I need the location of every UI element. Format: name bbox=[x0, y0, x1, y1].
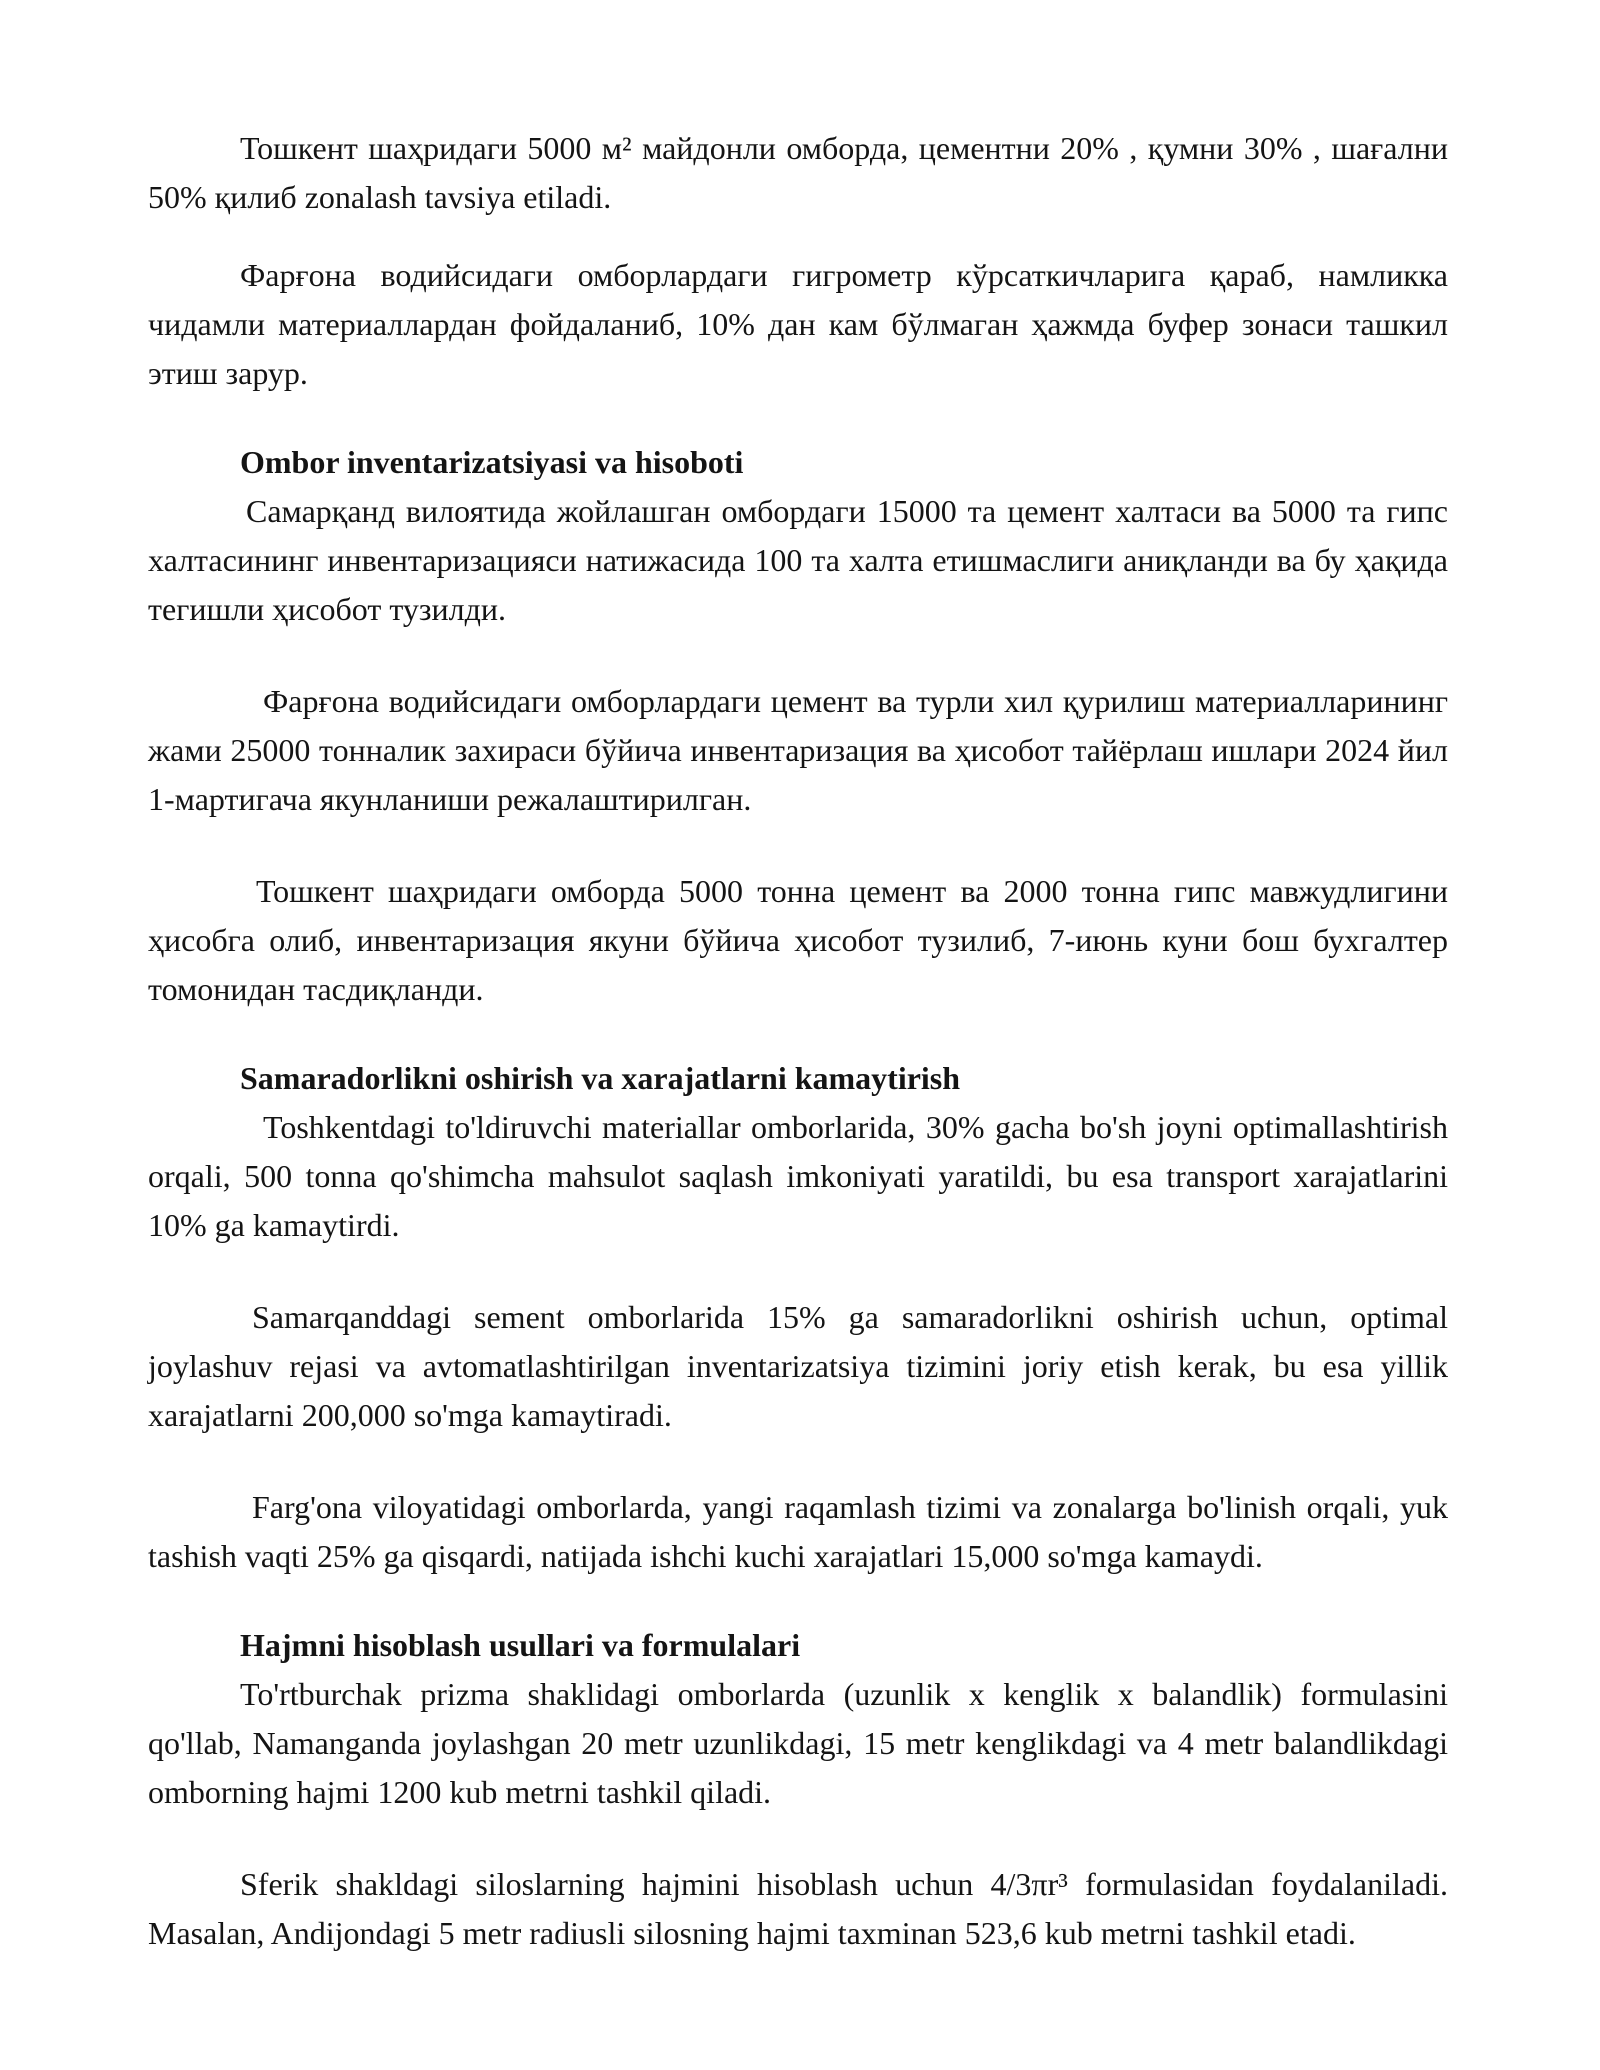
paragraph-sphere-volume: Sferik shakldagi siloslarning hajmini hisoblash uchun 4/3πr³ formulasidan foydalaniladi. Masalan, Andijondagi 5 metr radiusli silosning hajmi taxminan 523,6 kub metrni tashkil etadi. bbox=[148, 1866, 1448, 1951]
section-heading-volume: Hajmni hisoblash usullari va formulalari bbox=[240, 1627, 801, 1663]
document-page bbox=[148, 124, 1448, 1958]
paragraph-tashkent-report: Тошкент шаҳридаги омборда 5000 тонна цемент ва 2000 тонна гипс мавжудлигини ҳисобга олиб, инвентаризация якуни бўйича ҳисобот тузилиб, 7-июнь куни бош бухгалтер томонидан тасдиқланди. bbox=[148, 873, 1448, 1007]
paragraph-samarkand-efficiency: Samarqanddagi sement omborlarida 15% ga samaradorlikni oshirish uchun, optimal joylashuv rejasi va avtomatlashtirilgan inventarizatsiya tizimini joriy etish kerak, bu esa yillik xarajatlarni 200,000 so'mga kamaytiradi. bbox=[148, 1299, 1448, 1433]
paragraph-tashkent-optimization: Toshkentdagi to'ldiruvchi materiallar omborlarida, 30% gacha bo'sh joyni optimallashtirish orqali, 500 tonna qo'shimcha mahsulot saqlash imkoniyati yaratildi, bu esa transport xarajatlarini 10% ga kamaytirdi. bbox=[148, 1109, 1448, 1243]
paragraph-prism-volume: To'rtburchak prizma shaklidagi omborlarda (uzunlik x kenglik x balandlik) formulasini qo'llab, Namanganda joylashgan 20 metr uzunlikdagi, 15 metr kenglikdagi va 4 metr balandlikdagi omborning hajmi 1200 kub metrni tashkil qiladi. bbox=[148, 1676, 1448, 1810]
section-heading-efficiency: Samaradorlikni oshirish va xarajatlarni kamaytirish bbox=[240, 1060, 961, 1096]
paragraph-tashkent-zoning: Тошкент шаҳридаги 5000 м² майдонли омборда, цементни 20% , қумни 30% , шағални 50% қилиб zonalash tavsiya etiladi. bbox=[148, 130, 1448, 215]
paragraph-fergana-efficiency: Farg'ona viloyatidagi omborlarda, yangi raqamlash tizimi va zonalarga bo'linish orqali, yuk tashish vaqti 25% ga qisqardi, natijada ishchi kuchi xarajatlari 15,000 so'mga kamaydi. bbox=[148, 1489, 1448, 1574]
paragraph-samarkand-inventory: Самарқанд вилоятида жойлашган омбордаги 15000 та цемент халтаси ва 5000 та гипс халтасининг инвентаризацияси натижасида 100 та халта етишмаслиги аниқланди ва бу ҳақида тегишли ҳисобот тузилди. bbox=[148, 493, 1448, 627]
paragraph-fergana-inventory: Фарғона водийсидаги омборлардаги цемент ва турли хил қурилиш материалларининг жами 25000 тонналик захираси бўйича инвентаризация ва ҳисобот тайёрлаш ишлари 2024 йил 1-мартигача якунланиши режалаштирилган. bbox=[148, 683, 1448, 817]
paragraph-fergana-buffer-zone: Фарғона водийсидаги омборлардаги гигрометр кўрсаткичларига қараб, намликка чидамли материаллардан фойдаланиб, 10% дан кам бўлмаган ҳажмда буфер зонаси ташкил этиш зарур. bbox=[148, 257, 1448, 391]
section-heading-inventory: Ombor inventarizatsiyasi va hisoboti bbox=[240, 444, 744, 480]
